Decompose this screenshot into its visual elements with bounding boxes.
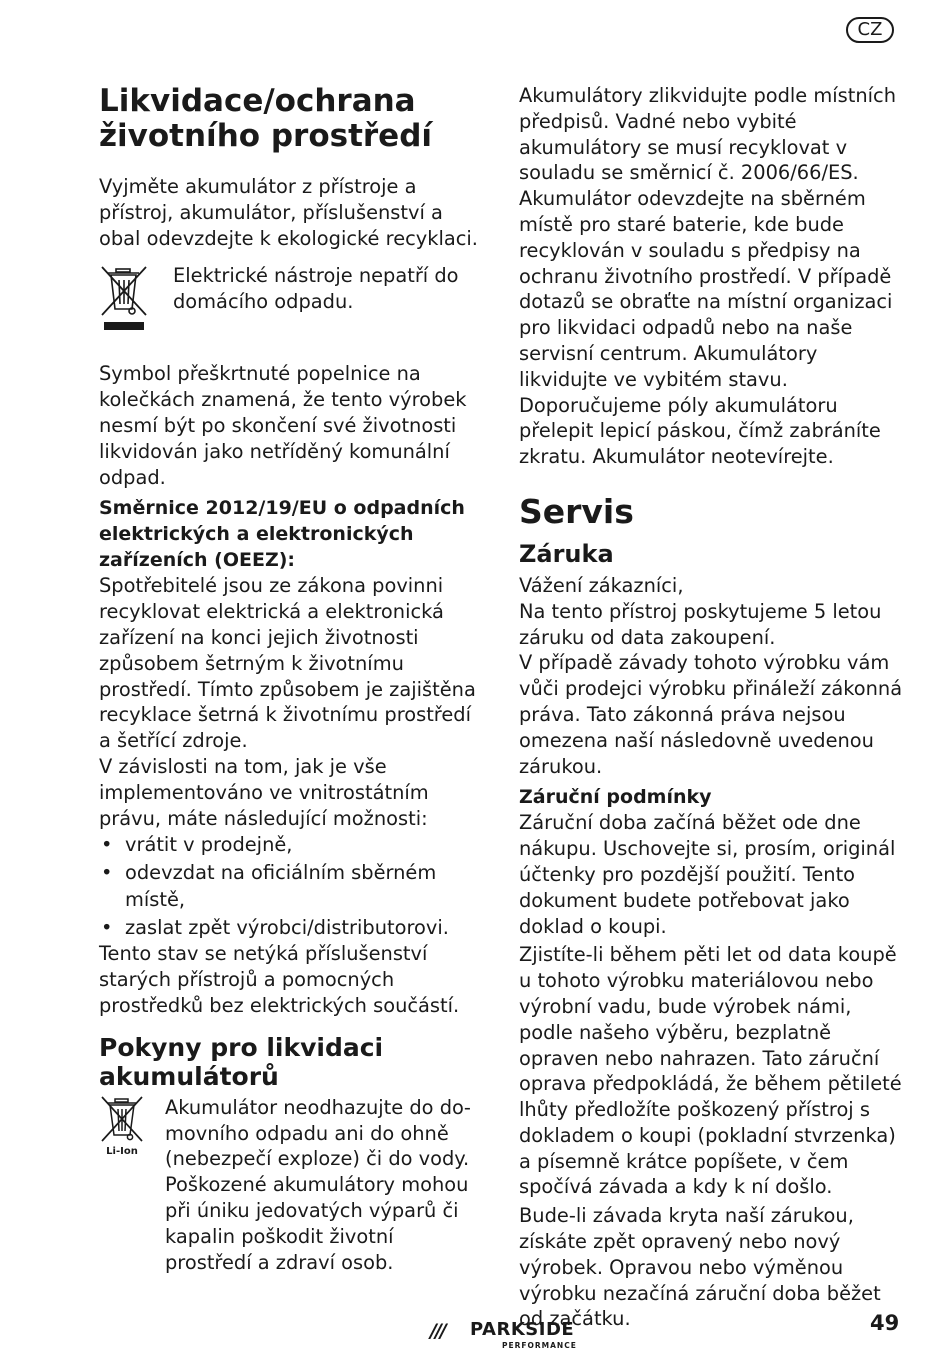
warranty-greeting: Vážení zákazníci, [519,573,684,597]
warranty-conditions-heading: Záruční podmínky [519,786,712,809]
list-item: • odevzdat na oficiálním sběrném místě, [99,859,479,914]
conditions-defects: Zjistíte-li během pěti let od data koupě u tohoto výrobku materiálovou nebo výrobní vadu, bude výrobek námi, podle našeho výběru, bezplatně opraven nebo nahrazen. Tato záruční oprava předpokládá, že během pětileté lhůty předložíte poškozený přístroj s dokladem o koupi (pokladní stvrzenka) a písemně krátce popíšete, v čem spočívá závada a kdy k ní došlo. [519,943,902,1199]
language-badge: CZ [846,17,894,43]
parkside-logo [430,1318,590,1352]
li-ion-label: Li-Ion [106,1145,138,1157]
crossed-out-wheelie-bin-icon [99,263,149,335]
options-list [99,831,479,941]
li-ion-bin-icon [99,1095,145,1157]
battery-notice [99,1095,479,1276]
service-title: Servis [519,491,634,531]
weee-text: Elektrické nástroje nepatří do domácího odpadu. [173,264,459,314]
list-item: • vrátit v prodejně, [99,831,479,859]
conditions-repair: Bude-li závada kryta naší zárukou, získáte zpět opravený nebo nový výrobek. Opravou nebo výměnou výrobku nezačíná záruční doba běžet od začátku. [519,1204,881,1331]
warranty-heading: Záruka [519,539,614,568]
list-item: • zaslat zpět výrobci/distributorovi. [99,914,479,942]
battery-text-continued: Akumulátory zlikvidujte podle místních předpisů. Vadné nebo vybité akumulátory se musí recyklovat v souladu se směrnicí č. 2006/66/ES. Akumulátor odevzdejte na sběrném místě pro staré baterie, kde bude recyklován v souladu s předpisy na ochranu životního prostředí. V případě dotazů se obraťte na místní organizaci pro likvidaci odpadů nebo na naše servisní centrum. Akumulátory likvidujte ve vybitém stavu. Doporučujeme póly akumulátoru přelepit lepicí páskou, čímž zabráníte zkratu. Akumulátor neotevírejte. [519,84,897,469]
warranty-period: Na tento přístroj poskytujeme 5 letou záruku od data zakoupení. [519,599,882,649]
directive-text: Spotřebitelé jsou ze zákona povinni recyklovat elektrická a elektronická zařízení na konci jejich životnosti způsobem šetrným k životnímu prostředí. Tímto způsobem je zajištěna recyklace šetrná k životnímu prostředí a šetřící zdroje. [99,574,476,753]
logo-subtitle: PERFORMANCE [502,1341,577,1350]
logo-text: PARKSIDE [470,1319,575,1340]
left-column [99,78,479,1275]
directive-heading: Směrnice 2012/19/EU o odpadních elektrických a elektronických zařízeních (OEEZ): [99,497,465,572]
options-note: Tento stav se netýká příslušenství starých přístrojů a pomocných prostředků bez elektrických součástí. [99,942,460,1017]
weee-notice [99,263,479,339]
battery-text: Akumulátor neodhazujte do domovního odpadu ani do ohně (nebezpečí exploze) či do vody. Poškozené akumulátory mohou při úniku jedovatých výparů či kapalin poškodit životní prostředí a zdraví osob. [165,1095,471,1274]
page-number: 49 [870,1311,900,1335]
symbol-explanation: Symbol přeškrtnuté popelnice na kolečkách znamená, že tento výrobek nesmí být po skončení své životnosti likvidován jako netříděný komunální odpad. [99,362,467,489]
conditions-start: Záruční doba začíná běžet ode dne nákupu. Uschovejte si, prosím, originál účtenky pro pozdější použití. Tento dokument budete potřebovat jako doklad o koupi. [519,811,896,938]
warranty-rights: V případě závady tohoto výrobku vám vůči prodejci výrobku přináleží zákonná práva. Tato zákonná práva nejsou omezena naší následovně uvedenou zárukou. [519,651,903,778]
disposal-title: Likvidace/ochrana životního prostředí [99,83,433,154]
logo-stripes: /// [430,1320,445,1342]
right-column [519,83,904,1332]
battery-disposal-heading: Pokyny pro likvidaci akumulátorů [99,1032,384,1091]
disposal-intro: Vyjměte akumulátor z přístroje a přístroj, akumulátor, příslušenství a obal odevzdejte k ekologické recyklaci. [99,175,478,250]
options-intro: V závislosti na tom, jak je vše implementováno ve vnitrostátním právu, máte následující možnosti: [99,754,429,830]
